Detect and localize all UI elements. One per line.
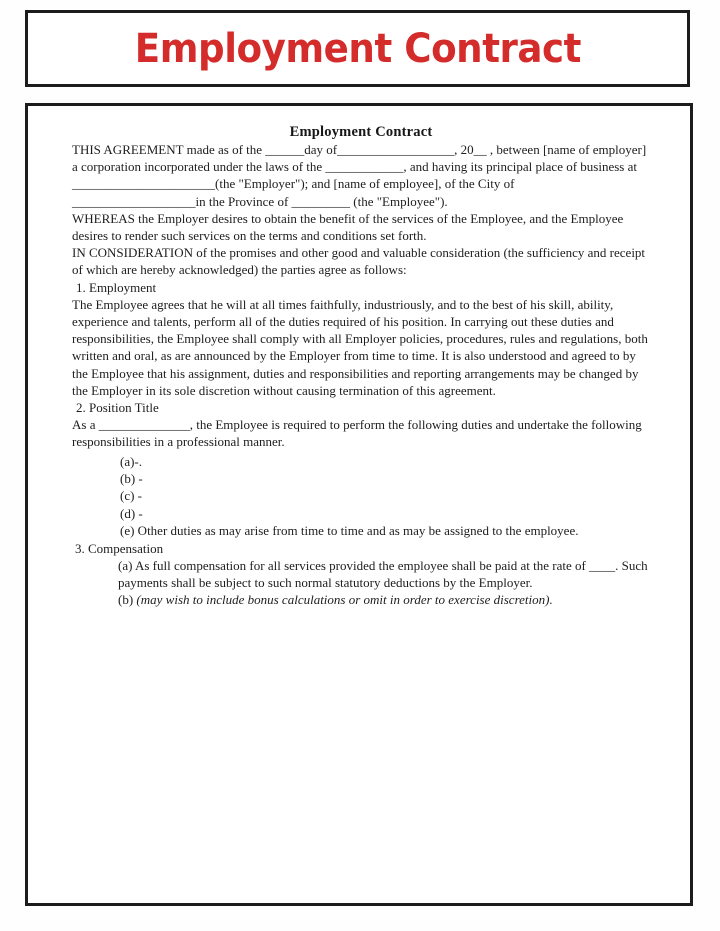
paragraph-employment-body: The Employee agrees that he will at all times faithfully, industriously, and to the best of his skill, ability, experience and talents, perform all of the duties required of his position. In carrying out these duties and responsibilities, the Employee shall comply with all Employer policies, procedures, rules and regulations, both written and oral, as are announced by the Employer from time to time. It is also understood and agreed to by the Employee that his assignment, duties and responsibilities and reporting arrangements may be changed by the Employer in its sole discretion without causing termination of this agreement. [72, 296, 648, 398]
compensation-b-label: (b) [118, 592, 137, 608]
list-item: (d) - [120, 505, 143, 521]
duties-list [72, 453, 650, 540]
compensation-b-note: (may wish to include bonus calculations or omit in order to exercise discretion). [136, 592, 553, 608]
list-item: (c) - [120, 488, 143, 504]
paragraph-whereas: WHEREAS the Employer desires to obtain the benefit of the services of the Employee, and the Employee desires to render such services on the terms and conditions set forth. [72, 210, 624, 244]
list-item: (a)-. [120, 453, 143, 469]
paragraph-position-body: As a ______________, the Employee is required to perform the following duties and undertake the following responsibilities in a professional manner. [72, 417, 642, 450]
list-item: (e) Other duties as may arise from time to time and as may be assigned to the employee. [120, 523, 579, 539]
document-body-box [25, 103, 693, 906]
paragraph-compensation-b [72, 591, 650, 608]
banner-title-box [25, 10, 690, 87]
paragraph-compensation-a: (a) As full compensation for all services provided the employee shall be paid at the rate of ____. Such payments shall be subject to such normal statutory deductions by the Employer. [118, 557, 648, 591]
paragraph-consideration: IN CONSIDERATION of the promises and other good and valuable consideration (the sufficiency and receipt of which are hereby acknowledged) the parties agree as follows: [72, 245, 646, 278]
paragraph-agreement: THIS AGREEMENT made as of the ______day of__________________, 20__ , between [name of employer] a corporation incorporated under the laws of the ____________, and having its principal place of business at ______________________(the "Employer"); and [name of employee], of the City of ___________________in the Province of _________ (the "Employee"). [72, 142, 647, 209]
banner-title: Employment Contract [134, 25, 581, 72]
document-heading: Employment Contract [289, 124, 433, 140]
section-heading-employment: 1. Employment [76, 279, 157, 295]
section-heading-position-title: 2. Position Title [76, 400, 159, 416]
list-item: (b) - [120, 471, 143, 487]
section-heading-compensation: 3. Compensation [75, 540, 164, 556]
document-content [28, 106, 690, 609]
